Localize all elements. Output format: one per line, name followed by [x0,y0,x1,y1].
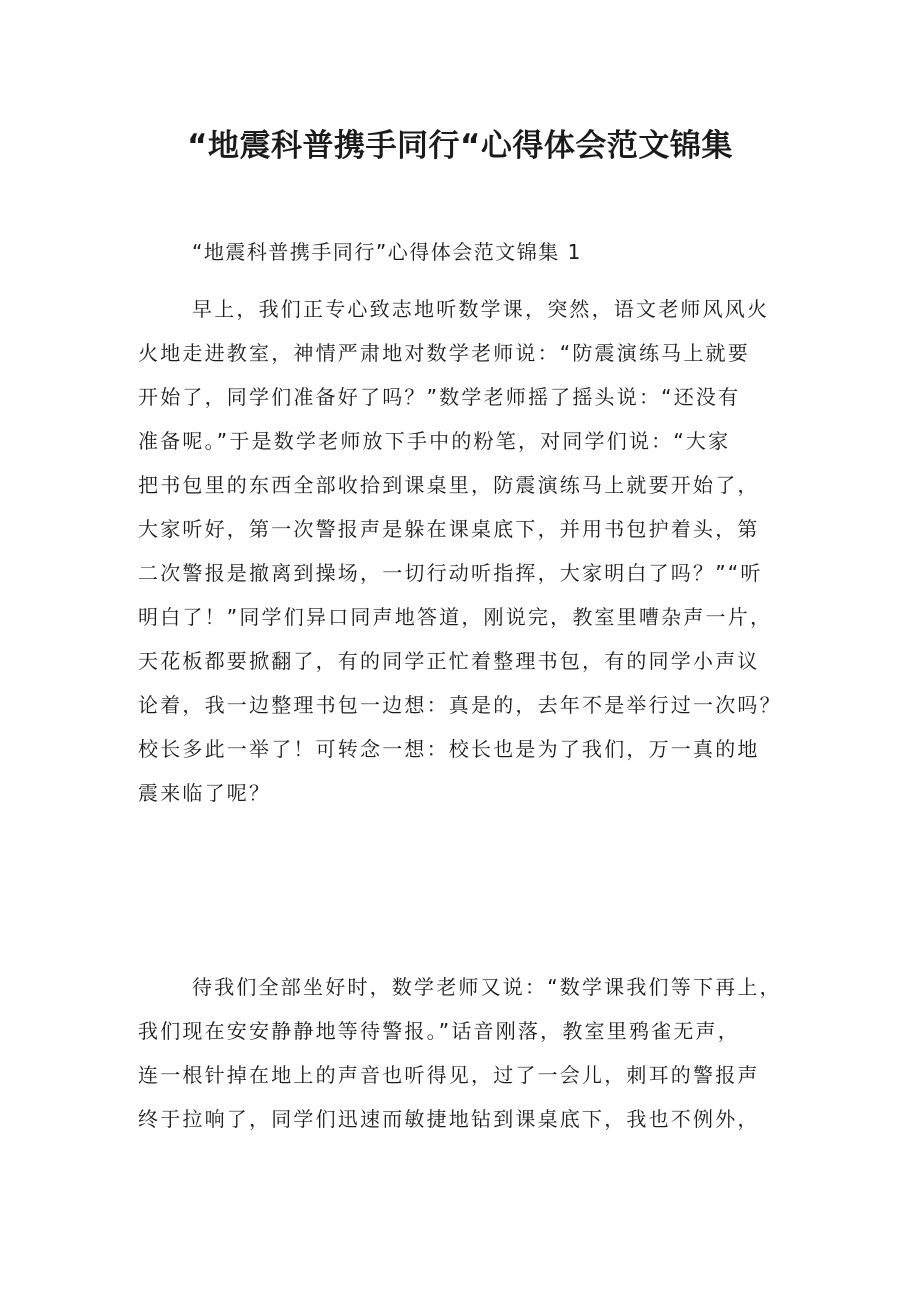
paragraph-line: 论着，我一边整理书包一边想：真是的，去年不是举行过一次吗？ [138,693,782,717]
paragraph-2 [138,965,810,1141]
paragraph-line: 开始了，同学们准备好了吗？”数学老师摇了摇头说：“还没有 [138,385,741,409]
section-heading: “地震科普携手同行”心得体会范文锦集 1 [192,240,582,264]
paragraph-line: 连一根针掉在地上的声音也听得见，过了一会儿，刺耳的警报声 [138,1063,760,1087]
paragraph-line: 二次警报是撤离到操场，一切行动听指挥，大家明白了吗？”“听 [138,561,763,585]
paragraph-line: 准备呢。”于是数学老师放下手中的粉笔，对同学们说：“大家 [138,429,731,453]
paragraph-1 [138,287,810,815]
paragraph-line: 天花板都要掀翻了，有的同学正忙着整理书包，有的同学小声议 [138,649,760,673]
paragraph-line: 火地走进教室，神情严肃地对数学老师说：“防震演练马上就要 [138,341,750,365]
document-title: “地震科普携手同行“心得体会范文锦集 [187,128,733,164]
paragraph-line: 震来临了呢？ [138,781,272,805]
paragraph-line: 校长多此一举了！可转念一想：校长也是为了我们，万一真的地 [138,737,760,761]
paragraph-line: 早上，我们正专心致志地听数学课，突然，语文老师风风火 [192,297,770,321]
paragraph-line: 终于拉响了，同学们迅速而敏捷地钻到课桌底下，我也不例外， [138,1107,760,1131]
paragraph-line: 明白了！”同学们异口同声地答道，刚说完，教室里嘈杂声一片， [138,605,773,629]
paragraph-line: 我们现在安安静静地等待警报。”话音刚落，教室里鸦雀无声， [138,1019,740,1043]
paragraph-line: 把书包里的东西全部收拾到课桌里，防震演练马上就要开始了， [138,473,760,497]
paragraph-line: 大家听好，第一次警报声是躲在课桌底下，并用书包护着头，第 [138,517,760,541]
paragraph-line: 待我们全部坐好时，数学老师又说：“数学课我们等下再上， [192,975,782,999]
